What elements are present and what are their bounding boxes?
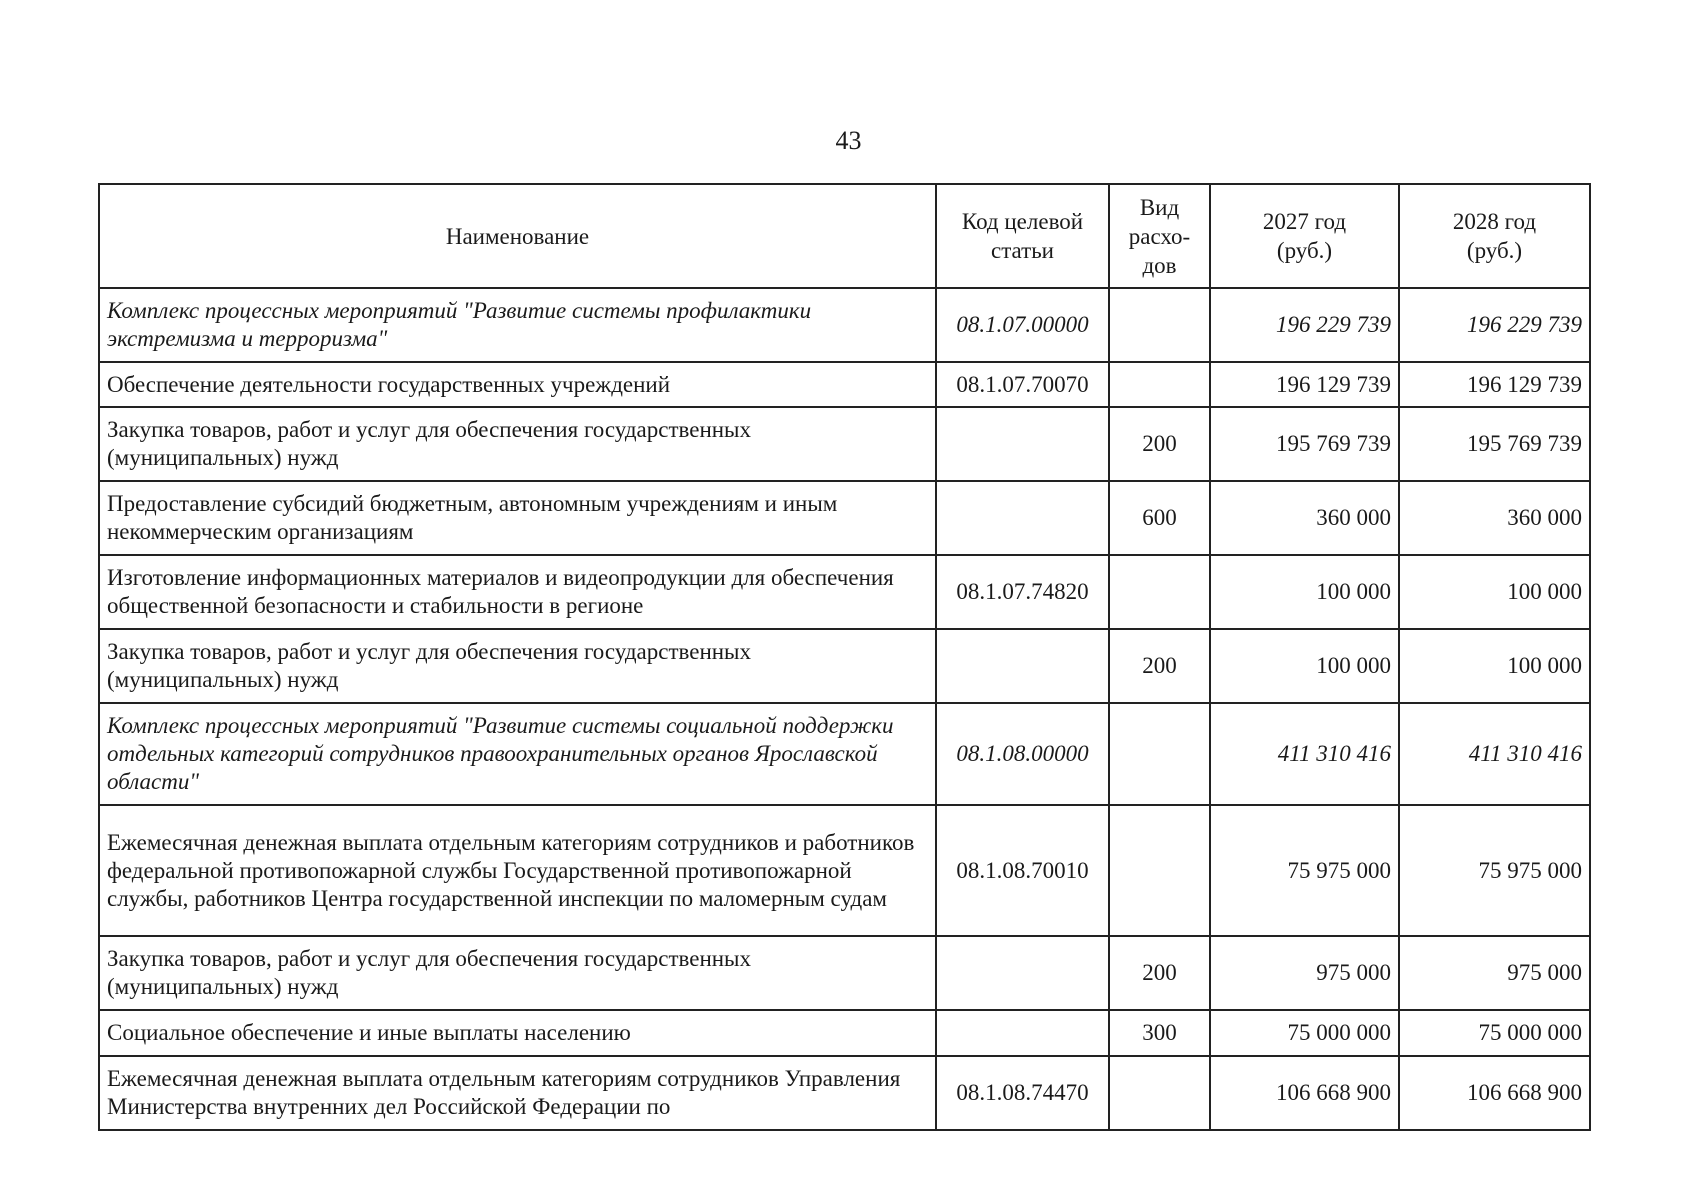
row-target-code: 08.1.08.70010 <box>936 805 1109 936</box>
row-amount-2028: 360 000 <box>1399 481 1590 555</box>
row-amount-2027: 196 129 739 <box>1210 362 1399 407</box>
row-name: Обеспечение деятельности государственных учреждений <box>99 362 936 407</box>
row-expense-kind <box>1109 703 1210 805</box>
row-amount-2027: 360 000 <box>1210 481 1399 555</box>
row-expense-kind: 200 <box>1109 936 1210 1010</box>
row-name: Закупка товаров, работ и услуг для обеспечения государственных (муниципальных) нужд <box>99 407 936 481</box>
row-amount-2028: 195 769 739 <box>1399 407 1590 481</box>
row-amount-2028: 100 000 <box>1399 629 1590 703</box>
header-expense-kind <box>1109 184 1210 288</box>
header-year-2028-label: 2028 год (руб.) <box>1452 209 1537 263</box>
row-amount-2028: 100 000 <box>1399 555 1590 629</box>
page-number: 43 <box>835 126 862 155</box>
header-expense-kind-label: Вид расхо-дов <box>1128 194 1191 278</box>
table-row <box>99 805 1590 936</box>
row-amount-2028: 75 975 000 <box>1399 805 1590 936</box>
table-row <box>99 936 1590 1010</box>
row-amount-2027: 411 310 416 <box>1210 703 1399 805</box>
header-year-2028 <box>1399 184 1590 288</box>
row-name: Изготовление информационных материалов и видеопродукции для обеспечения общественной безопасности и стабильности в регионе <box>99 555 936 629</box>
row-name: Комплекс процессных мероприятий "Развитие системы профилактики экстремизма и терроризма" <box>99 288 936 362</box>
table-row <box>99 1056 1590 1130</box>
row-amount-2028: 106 668 900 <box>1399 1056 1590 1130</box>
table-row <box>99 703 1590 805</box>
row-expense-kind <box>1109 1056 1210 1130</box>
row-amount-2028: 75 000 000 <box>1399 1010 1590 1056</box>
table-row <box>99 629 1590 703</box>
row-amount-2028: 975 000 <box>1399 936 1590 1010</box>
budget-table <box>98 183 1591 1131</box>
row-name: Предоставление субсидий бюджетным, автономным учреждениям и иным некоммерческим организациям <box>99 481 936 555</box>
table-row <box>99 407 1590 481</box>
row-target-code: 08.1.08.74470 <box>936 1056 1109 1130</box>
table-row <box>99 1010 1590 1056</box>
row-amount-2027: 975 000 <box>1210 936 1399 1010</box>
header-target-code-label: Код целевой статьи <box>961 209 1084 263</box>
row-name: Закупка товаров, работ и услуг для обеспечения государственных (муниципальных) нужд <box>99 629 936 703</box>
row-amount-2028: 196 129 739 <box>1399 362 1590 407</box>
row-target-code: 08.1.07.70070 <box>936 362 1109 407</box>
row-amount-2027: 100 000 <box>1210 555 1399 629</box>
table-row <box>99 288 1590 362</box>
row-expense-kind <box>1109 805 1210 936</box>
row-name: Ежемесячная денежная выплата отдельным категориям сотрудников и работников федеральной противопожарной службы Государственной противопожарной службы, работников Центра государственной инспекции по маломерным судам <box>99 805 936 936</box>
header-target-code <box>936 184 1109 288</box>
row-name: Комплекс процессных мероприятий "Развитие системы социальной поддержки отдельных категорий сотрудников правоохранительных органов Ярославской области" <box>99 703 936 805</box>
row-amount-2027: 106 668 900 <box>1210 1056 1399 1130</box>
row-amount-2027: 75 975 000 <box>1210 805 1399 936</box>
row-expense-kind: 600 <box>1109 481 1210 555</box>
header-year-2027 <box>1210 184 1399 288</box>
row-expense-kind: 200 <box>1109 629 1210 703</box>
row-target-code: 08.1.07.00000 <box>936 288 1109 362</box>
row-target-code <box>936 481 1109 555</box>
row-target-code <box>936 407 1109 481</box>
table-row <box>99 555 1590 629</box>
header-year-2027-label: 2027 год (руб.) <box>1262 209 1347 263</box>
row-target-code <box>936 936 1109 1010</box>
table-row <box>99 481 1590 555</box>
row-amount-2028: 411 310 416 <box>1399 703 1590 805</box>
row-expense-kind: 200 <box>1109 407 1210 481</box>
row-amount-2027: 196 229 739 <box>1210 288 1399 362</box>
row-name: Ежемесячная денежная выплата отдельным категориям сотрудников Управления Министерства внутренних дел Российской Федерации по <box>99 1056 936 1130</box>
row-expense-kind <box>1109 555 1210 629</box>
row-amount-2027: 75 000 000 <box>1210 1010 1399 1056</box>
row-target-code: 08.1.08.00000 <box>936 703 1109 805</box>
row-amount-2027: 100 000 <box>1210 629 1399 703</box>
row-amount-2027: 195 769 739 <box>1210 407 1399 481</box>
row-target-code <box>936 629 1109 703</box>
row-expense-kind <box>1109 288 1210 362</box>
row-name: Социальное обеспечение и иные выплаты населению <box>99 1010 936 1056</box>
table-row <box>99 362 1590 407</box>
table-header-row <box>99 184 1590 288</box>
row-target-code: 08.1.07.74820 <box>936 555 1109 629</box>
header-name: Наименование <box>99 184 936 288</box>
row-expense-kind: 300 <box>1109 1010 1210 1056</box>
row-name: Закупка товаров, работ и услуг для обеспечения государственных (муниципальных) нужд <box>99 936 936 1010</box>
row-target-code <box>936 1010 1109 1056</box>
row-expense-kind <box>1109 362 1210 407</box>
row-amount-2028: 196 229 739 <box>1399 288 1590 362</box>
